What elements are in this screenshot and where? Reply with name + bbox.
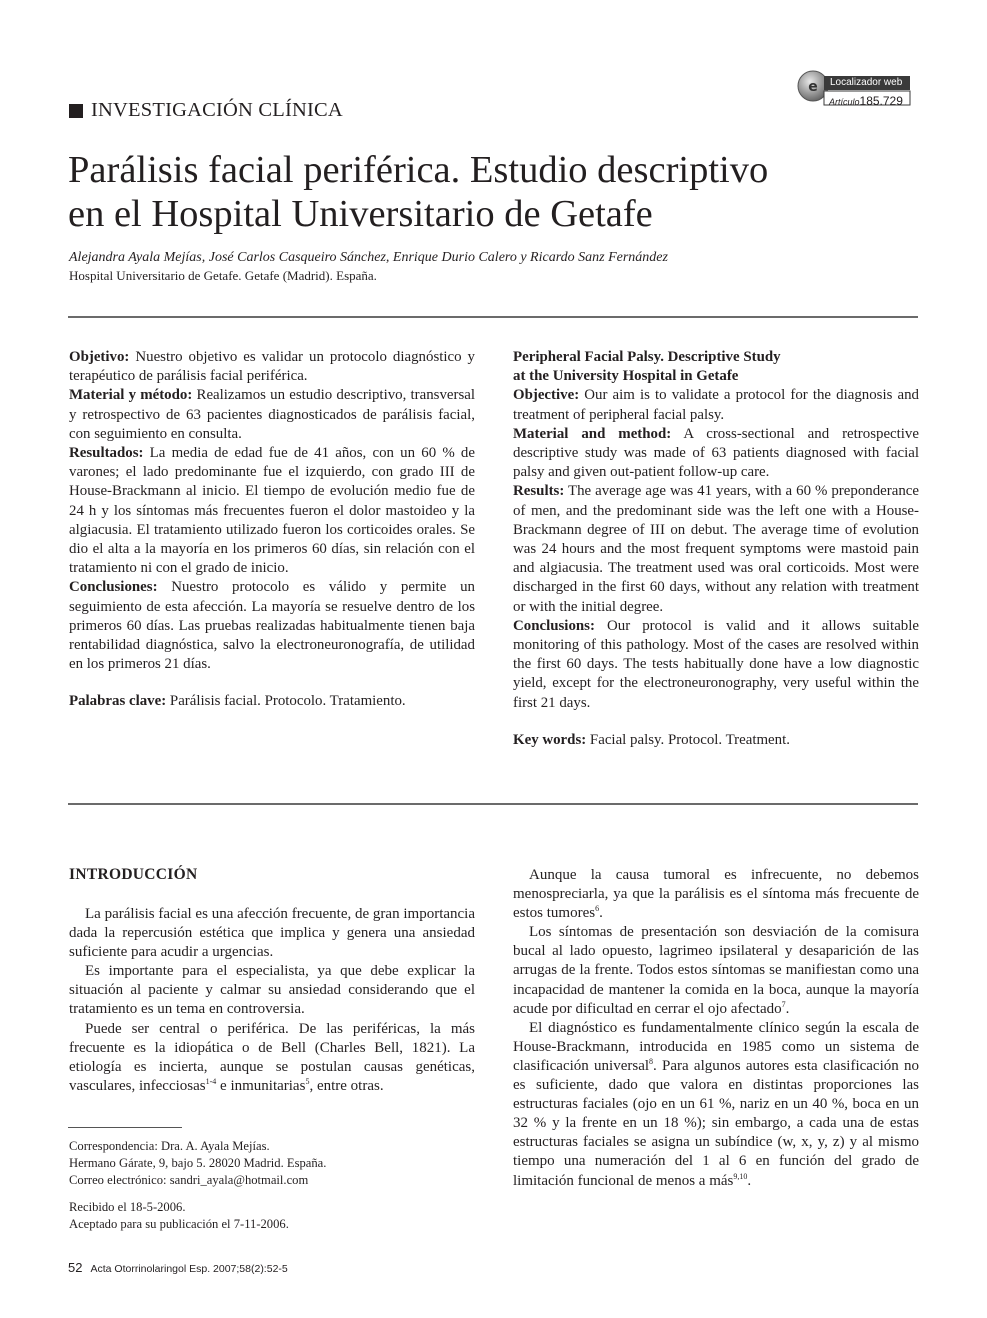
article-title-line2: en el Hospital Universitario de Getafe [68,193,653,235]
conclusions-label: Conclusions: [513,617,595,634]
abstract-en-objective [513,386,919,424]
intro-p6-part-c: . [747,1172,752,1189]
citation-9-10: 9,10 [733,1171,748,1181]
resultados-label: Resultados: [69,445,144,462]
correspondence-name: Correspondencia: Dra. A. Ayala Mejías. [69,1139,270,1153]
abstract-es-keywords [69,692,475,711]
abstract-en-keywords [513,731,919,750]
abstract-en-material [513,425,919,483]
abstract-en-title-line2: at the University Hospital in Getafe [513,368,739,385]
abstract-es-conclusiones [69,578,475,674]
abstract-en-title-line1: Peripheral Facial Palsy. Descriptive Study [513,349,781,365]
intro-heading: INTRODUCCIÓN [69,866,198,883]
objective-text: Our aim is to validate a protocol for the diagnosis and treatment of peripheral facial palsy. [513,387,919,423]
intro-paragraph-5 [513,923,919,1018]
section-square-icon [69,104,83,118]
citation-7: 7 [781,999,786,1009]
intro-paragraph-6 [513,1019,919,1191]
badge-article-prefix: Artículo [829,97,860,107]
abstract-en-results [513,482,919,616]
citation-1-4: 1-4 [205,1076,217,1086]
page-number: 52 [68,1260,83,1275]
received-date: Recibido el 18-5-2006. [69,1200,186,1214]
palabras-clave-label: Palabras clave: [69,693,167,710]
intro-paragraph-4 [513,866,919,923]
intro-paragraph-1: La parálisis facial es una afección frecuente, de gran importancia dada la repercusión estética que implica y genera una ansiedad suficiente para acudir a urgencias. [69,906,475,961]
section-label [69,99,343,122]
intro-p3-part-a: Puede ser central o periférica. De las periféricas, la más frecuente es la idiopática o de Bell (Charles Bell, 1821). La etiología es incierta, aunque se postulan causas genéticas, vasculares, infecciosas [69,1020,475,1094]
intro-p6-part-a: El diagnóstico es fundamentalmente clínico según la escala de House-Brackmann, introducida en 1985 como un sistema de clasificación universal [513,1019,919,1074]
results-label: Results: [513,483,565,500]
material-method-text: A cross-sectional and retrospective descriptive study was made of 63 patients diagnosed with facial palsy and given out-patient follow-up care. [513,425,919,481]
body-left-column [69,905,475,1096]
divider-bottom [68,803,918,805]
abstract-en-title [513,348,919,386]
abstract-es-resultados [69,444,475,578]
correspondence-email: Correo electrónico: sandri_ayala@hotmail.com [69,1173,309,1187]
key-words-text: Facial palsy. Protocol. Treatment. [586,731,790,748]
section-label-text: INVESTIGACIÓN CLÍNICA [91,99,343,121]
conclusiones-text: Nuestro protocolo es válido y permite un seguimiento de esta afección. La mayoría se resuelve dentro de los primeros 60 días. Las pruebas realizadas habitualmente tienen baja rentabilidad diagnóstica, salvo la electroneuronografía, de utilidad en los primeros 21 días. [69,579,475,673]
material-text: Realizamos un estudio descriptivo, transversal y retrospectivo de 63 pacientes diagnosticados de parálisis facial, con seguimiento en consulta. [69,387,476,442]
objetivo-label: Objetivo: [69,349,130,365]
intro-p5-part-b: . [785,1000,790,1017]
badge-label: Localizador web [830,77,903,88]
intro-p6-part-b: . Para algunos autores esta clasificación no es suficiente, dado que valora en distintas proporciones las estructuras faciales (ojo en un 61 %, nariz en un 40 %, boca en un 32 % y la frente en un 18 %); sin embargo, a cada una de estas estructuras faciales se asigna un subíndice (w, x, y, z) y al mismo tiempo una numeración del 1 al 6 en función del grado de limitación funcional de menos a más [513,1057,919,1189]
citation-8: 8 [649,1056,654,1066]
footnote-rule [68,1127,182,1128]
abstract-en [513,348,919,750]
conclusions-text: Our protocol is valid and it allows suitable monitoring of this pathology. Most of the cases are resolved within the first 60 days. The tests habitually done have a low diagnostic yield, except for the electroneuronography, very useful within the first 21 days. [513,617,919,711]
svg-text:e: e [808,79,818,95]
article-title-line1: Parálisis facial periférica. Estudio descriptivo [68,149,769,191]
palabras-clave-text: Parálisis facial. Protocolo. Tratamiento. [166,693,406,710]
intro-paragraph-3 [69,1020,475,1096]
material-label: Material y método: [69,387,193,404]
accepted-date: Aceptado para su publicación el 7-11-2006. [69,1217,289,1231]
affiliation: Hospital Universitario de Getafe. Getafe (Madrid). España. [69,268,377,283]
citation-6: 6 [595,904,600,914]
intro-p4-part-b: . [599,905,603,922]
intro-p5-part-a: Los síntomas de presentación son desviación de la comisura bucal al lado opuesto, lagrimeo ipsilateral y desaparición de las arrugas de la frente. Todos estos síntomas se manifiestan como una incapacidad de mantener la comida en la boca, aunque la mayoría acude por dificultad en cerrar el ojo afectado [513,924,919,1017]
divider-top [68,316,918,318]
citation-5: 5 [305,1076,310,1086]
authors: Alejandra Ayala Mejías, José Carlos Casqueiro Sánchez, Enrique Durio Calero y Ricardo Sanz Fernández [69,250,668,265]
body-right-column [513,866,919,1191]
abstract-es [69,348,475,712]
abstract-es-objetivo [69,348,475,386]
conclusiones-label: Conclusiones: [69,579,158,596]
web-locator-badge [796,70,912,110]
intro-p4-part-a: Aunque la causa tumoral es infrecuente, no debemos menospreciarla, ya que la parálisis es el síntoma más frecuente de estos tumores [513,867,919,922]
key-words-label: Key words: [513,731,587,748]
correspondence-address: Hermano Gárate, 9, bajo 5. 28020 Madrid. España. [69,1156,327,1170]
resultados-text: La media de edad fue de 41 años, con un 60 % de varones; el lado predominante fue el izquierdo, con grado III de House-Brackmann al inicio. El tiempo de evolución medio fue de 24 h y los síntomas más frecuentes fueron el dolor mastoideo y la algiacusia. El tratamiento utilizado fueron los corticoides orales. Se dio el alta a la mayoría en los primeros 60 días, sin relación con el tratamiento ni con el grado de inicio. [69,445,475,577]
objetivo-text: Nuestro objetivo es validar un protocolo diagnóstico y terapéutico de parálisis facial periférica. [69,349,475,385]
intro-p3-part-b: e inmunitarias [216,1077,306,1094]
badge-article [829,92,903,110]
intro-p3-part-c: , entre otras. [309,1077,384,1094]
page-footer [68,1260,288,1275]
correspondence [69,1138,475,1233]
objective-label: Objective: [513,387,580,404]
journal-citation: Acta Otorrinolaringol Esp. 2007;58(2):52-5 [90,1263,288,1275]
intro-paragraph-2: Es importante para el especialista, ya que debe explicar la situación al paciente y calmar su ansiedad considerando que el tratamiento es un tema en controversia. [69,963,475,1018]
badge-article-number: 185.729 [859,94,903,108]
abstract-en-conclusions [513,617,919,713]
results-text: The average age was 41 years, with a 60 % preponderance of men, and the predominant side was the left one with a House-Brackmann degree of III on debut. The average time of evolution was 24 hours and the most frequent symptoms were mastoid pain and algiacusia. The treatment used was oral corticoids. Most were discharged in the first 60 days, without any relation with treatment or with the initial degree. [513,483,919,615]
abstract-es-material [69,386,475,444]
material-method-label: Material and method: [513,425,672,442]
article-title [68,148,928,236]
